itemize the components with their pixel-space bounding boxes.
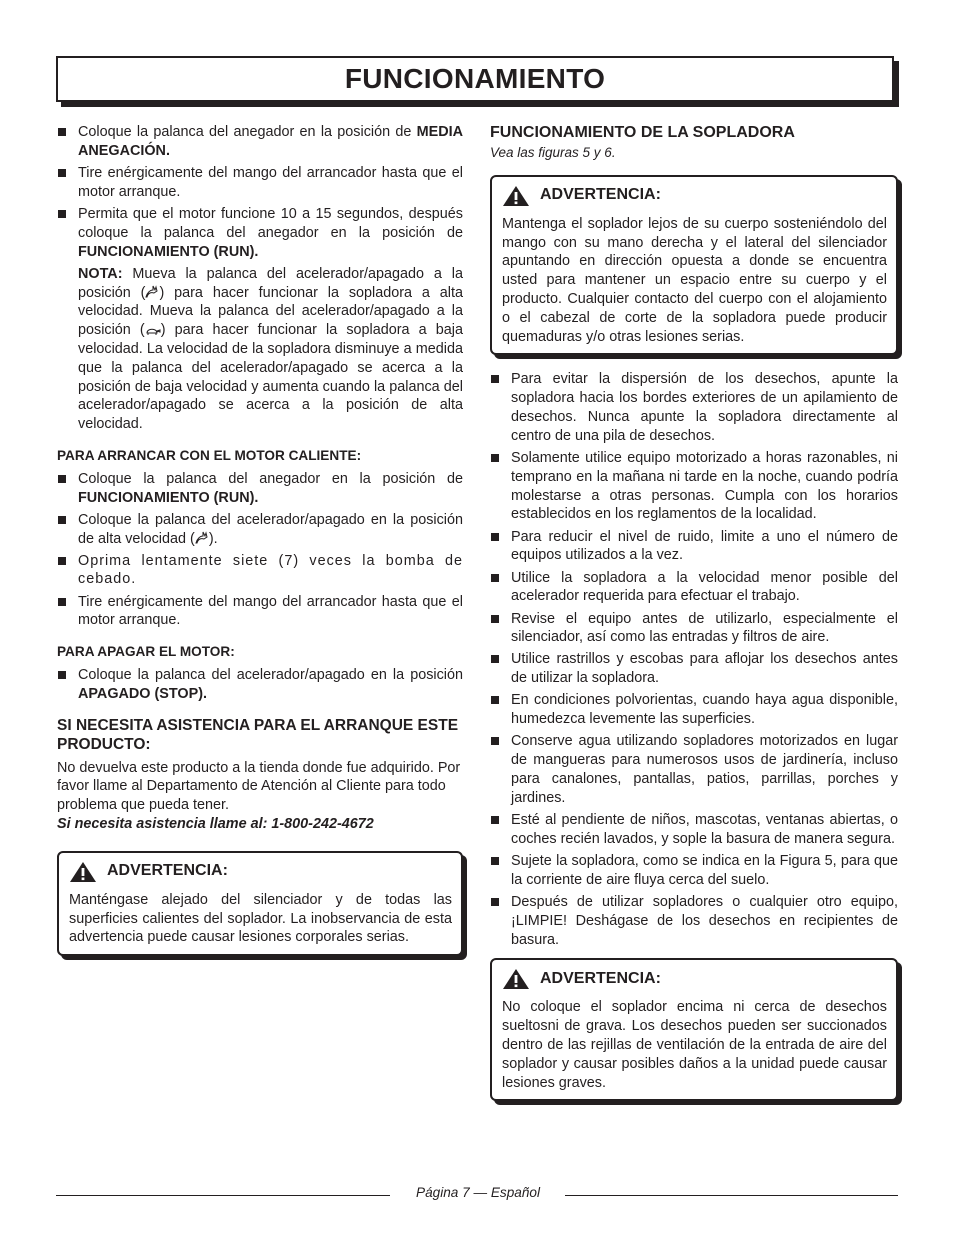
list-item: Solamente utilice equipo motorizado a horas razonables, ni temprano en la mañana ni tarde en la noche, cuando podría molestarse a otras personas. Cumpla con los horarios establecidos en los reglamentos de la localidad. [490,449,898,524]
warning-triangle-icon [502,968,530,990]
warning-text: Mantenga el soplador lejos de su cuerpo sosteniéndolo del mango con su mano derecha y el lateral del silenciador apuntando en dirección opuesta a donde se encuentra usted para mantener un espacio entre su cuerpo y el producto. Cualquier contacto del cuerpo con el alojamiento o el cabezal de corte de la sopladora puede producir quemaduras y/o otras lesiones serias. [502,215,887,345]
list-item: Coloque la palanca del acelerador/apagado en la posición de alta velocidad ( ). [57,511,463,549]
list-item: Conserve agua utilizando sopladores motorizados en lugar de mangueras para numerosos usos de jardinería, incluso para canalones, pantallas, patios, parrillas, porches y jardines. [490,732,898,807]
blower-operation-heading: FUNCIONAMIENTO DE LA SOPLADORA [490,124,795,141]
blower-safety-list [490,370,898,949]
warning-text: No coloque el soplador encima ni cerca de desechos sueltosni de grava. Los desechos pueden ser succionados dentro de las rejillas de ventilación de la entrada de aire del soplador y causar posibles daños a la unidad puede causar lesiones graves. [502,999,887,1091]
list-item: Revise el equipo antes de utilizarlo, especialmente el silenciador, así como las entradas y filtros de aire. [490,610,898,648]
hot-start-heading: PARA ARRANCAR CON EL MOTOR CALIENTE: [57,447,362,463]
list-item: Utilice rastrillos y escobas para aflojar los desechos antes de utilizar la sopladora. [490,650,898,688]
list-item: Después de utilizar sopladores o cualquier otro equipo, ¡LIMPIE! Deshágase de los desechos en recipientes de basura. [490,893,898,949]
list-item: Tire enérgicamente del mango del arrancador hasta que el motor arranque. [57,164,463,202]
turtle-icon [145,324,161,336]
list-item: Esté al pendiente de niños, mascotas, ventanas abiertas, o coches recién lavados, y sople la basura de manera segura. [490,811,898,849]
start-steps-list [57,123,463,261]
left-column [57,123,463,956]
list-item: Sujete la sopladora, como se indica en la Figura 5, para que la corriente de aire fluya cerca del suelo. [490,852,898,890]
list-item: Utilice la sopladora a la velocidad menor posible del acelerador requerida para efectuar el trabajo. [490,569,898,607]
figure-reference: Vea las figuras 5 y 6. [490,145,616,160]
list-item: Coloque la palanca del anegador en la posición de FUNCIONAMIENTO (RUN). [57,470,463,508]
footer-rule-right [565,1195,898,1196]
list-item: Para evitar la dispersión de los desechos, apunte la sopladora hacia los bordes exteriores de un apilamiento de desechos. Nunca apunte la sopladora directamente al centro de una pila de desechos. [490,370,898,445]
warning-title: ADVERTENCIA: [540,969,661,987]
list-item: Para reducir el nivel de ruido, limite a uno el número de equipos utilizados a la vez. [490,528,898,566]
list-item: Tire enérgicamente del mango del arrancador hasta que el motor arranque. [57,593,463,631]
list-item: Oprima lentamente siete (7) veces la bomba de cebado. [57,552,463,590]
warning-title: ADVERTENCIA: [540,186,661,204]
warning-title: ADVERTENCIA: [107,862,228,880]
footer-rule-left [56,1195,390,1196]
hot-start-list [57,470,463,631]
stop-engine-heading: PARA APAGAR EL MOTOR: [57,644,235,660]
title-box [56,56,894,102]
warning-box [490,958,898,1101]
warning-text: Manténgase alejado del silenciador y de todas las superficies calientes del soplador. La inobservancia de esta advertencia puede causar lesiones corporales serias. [69,891,452,946]
warning-box [57,851,463,956]
warning-triangle-icon [69,861,97,883]
list-item: Coloque la palanca del anegador en la posición de MEDIA ANEGACIÓN. [57,123,463,161]
help-text: No devuelva este producto a la tienda donde fue adquirido. Por favor llame al Departamento de Atención al Cliente para todo problema que pueda tener. [57,759,461,814]
list-item: En condiciones polvorientas, cuando haya agua disponible, humedezca levemente las superficies. [490,691,898,729]
list-item: Coloque la palanca del acelerador/apagado en la posición APAGADO (STOP). [57,666,463,704]
right-column [490,123,898,1101]
warning-box [490,175,898,356]
page-footer: Página 7 — Español [416,1185,540,1200]
rabbit-icon [145,285,159,299]
page-title: FUNCIONAMIENTO [344,63,606,94]
help-phone: Si necesita asistencia llame al: 1-800-242-4672 [57,816,374,833]
note-paragraph: NOTA: Mueva la palanca del acelerador/apagado a la posición ( ) para hacer funcionar la sopladora a alta velocidad. Mueva la palanca del acelerador/apagado a la posición ( ) para hacer funcionar la sopladora a baja velocidad. La velocidad de la sopladora disminuye a medida que la palanca del acelerador/apagado se acerca a la posición de baja velocidad y aumenta cuando la palanca del acelerador/apagado se acerca a la posición de alta velocidad. [78,265,463,433]
stop-engine-list [57,666,463,704]
rabbit-icon [195,531,209,545]
help-heading: SI NECESITA ASISTENCIA PARA EL ARRANQUE ESTE PRODUCTO: [57,716,459,754]
list-item: Permita que el motor funcione 10 a 15 segundos, después coloque la palanca del anegador en la posición de FUNCIONAMIENTO (RUN). [57,205,463,261]
warning-triangle-icon [502,185,530,207]
